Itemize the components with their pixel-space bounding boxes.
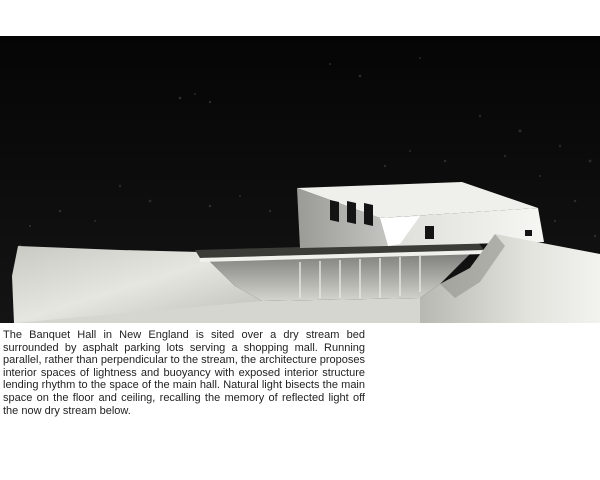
caption-text: The Banquet Hall in New England is sited over a dry stream bed surrounded by asphalt parking lots serving a shopping mall. Running parallel, rather than perpendicular to the stream, the architecture proposes interior spaces of lightness and buoyancy with exposed interior structure lending rhythm to the space of the main hall. Natural light bisects the main space on the floor and ceiling, recalling the memory of reflected light off the now dry stream below.	[3, 329, 365, 417]
model-photo-illustration	[0, 36, 600, 323]
architectural-model-photo	[0, 36, 600, 323]
